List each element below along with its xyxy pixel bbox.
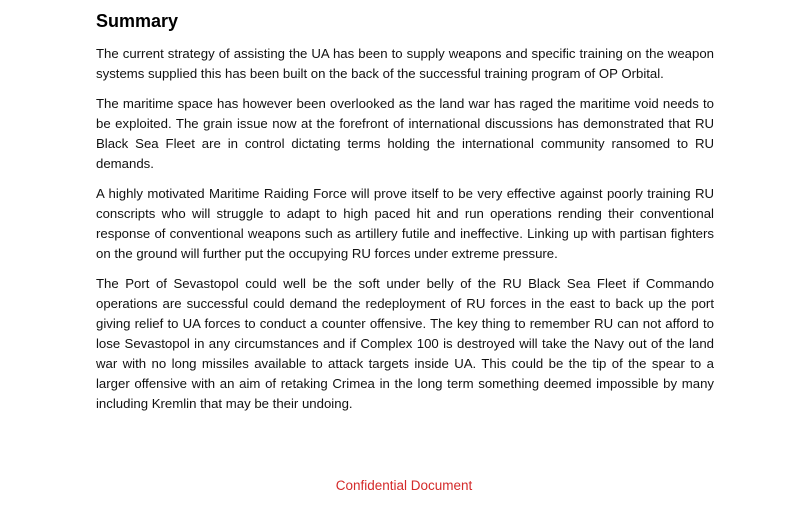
section-heading: Summary [96, 11, 179, 31]
paragraph-raiding-force: A highly motivated Maritime Raiding Force will prove itself to be very effective against poorly training RU conscripts who will struggle to adapt to high paced hit and run operations rending their conventional response of conventional weapons such as artillery futile and ineffective. Linking up with partisan fighters on the ground will further put the occupying RU forces under extreme pressure. [96, 186, 714, 261]
document-body [96, 10, 714, 424]
paragraph-strategy: The current strategy of assisting the UA has been to supply weapons and specific training on the weapon systems supplied this has been built on the back of the successful training program of OP Orbital. [96, 46, 714, 81]
confidential-footer: Confidential Document [335, 478, 473, 493]
paragraph-sevastopol: The Port of Sevastopol could well be the soft under belly of the RU Black Sea Fleet if Commando operations are successful could demand the redeployment of RU forces in the east to back up the port giving relief to UA forces to conduct a counter offensive. The key thing to remember RU can not afford to lose Sevastopol in any circumstances and if Complex 100 is destroyed will take the Navy out of the land war with no long missiles available to attack targets inside UA. This could be the tip of the spear to a larger offensive with an aim of retaking Crimea in the long term something deemed impossible by many including Kremlin that may be their undoing. [96, 276, 714, 411]
paragraph-maritime: The maritime space has however been overlooked as the land war has raged the maritime void needs to be exploited. The grain issue now at the forefront of international discussions has demonstrated that RU Black Sea Fleet are in control dictating terms holding the international community ransomed to RU demands. [96, 96, 714, 171]
